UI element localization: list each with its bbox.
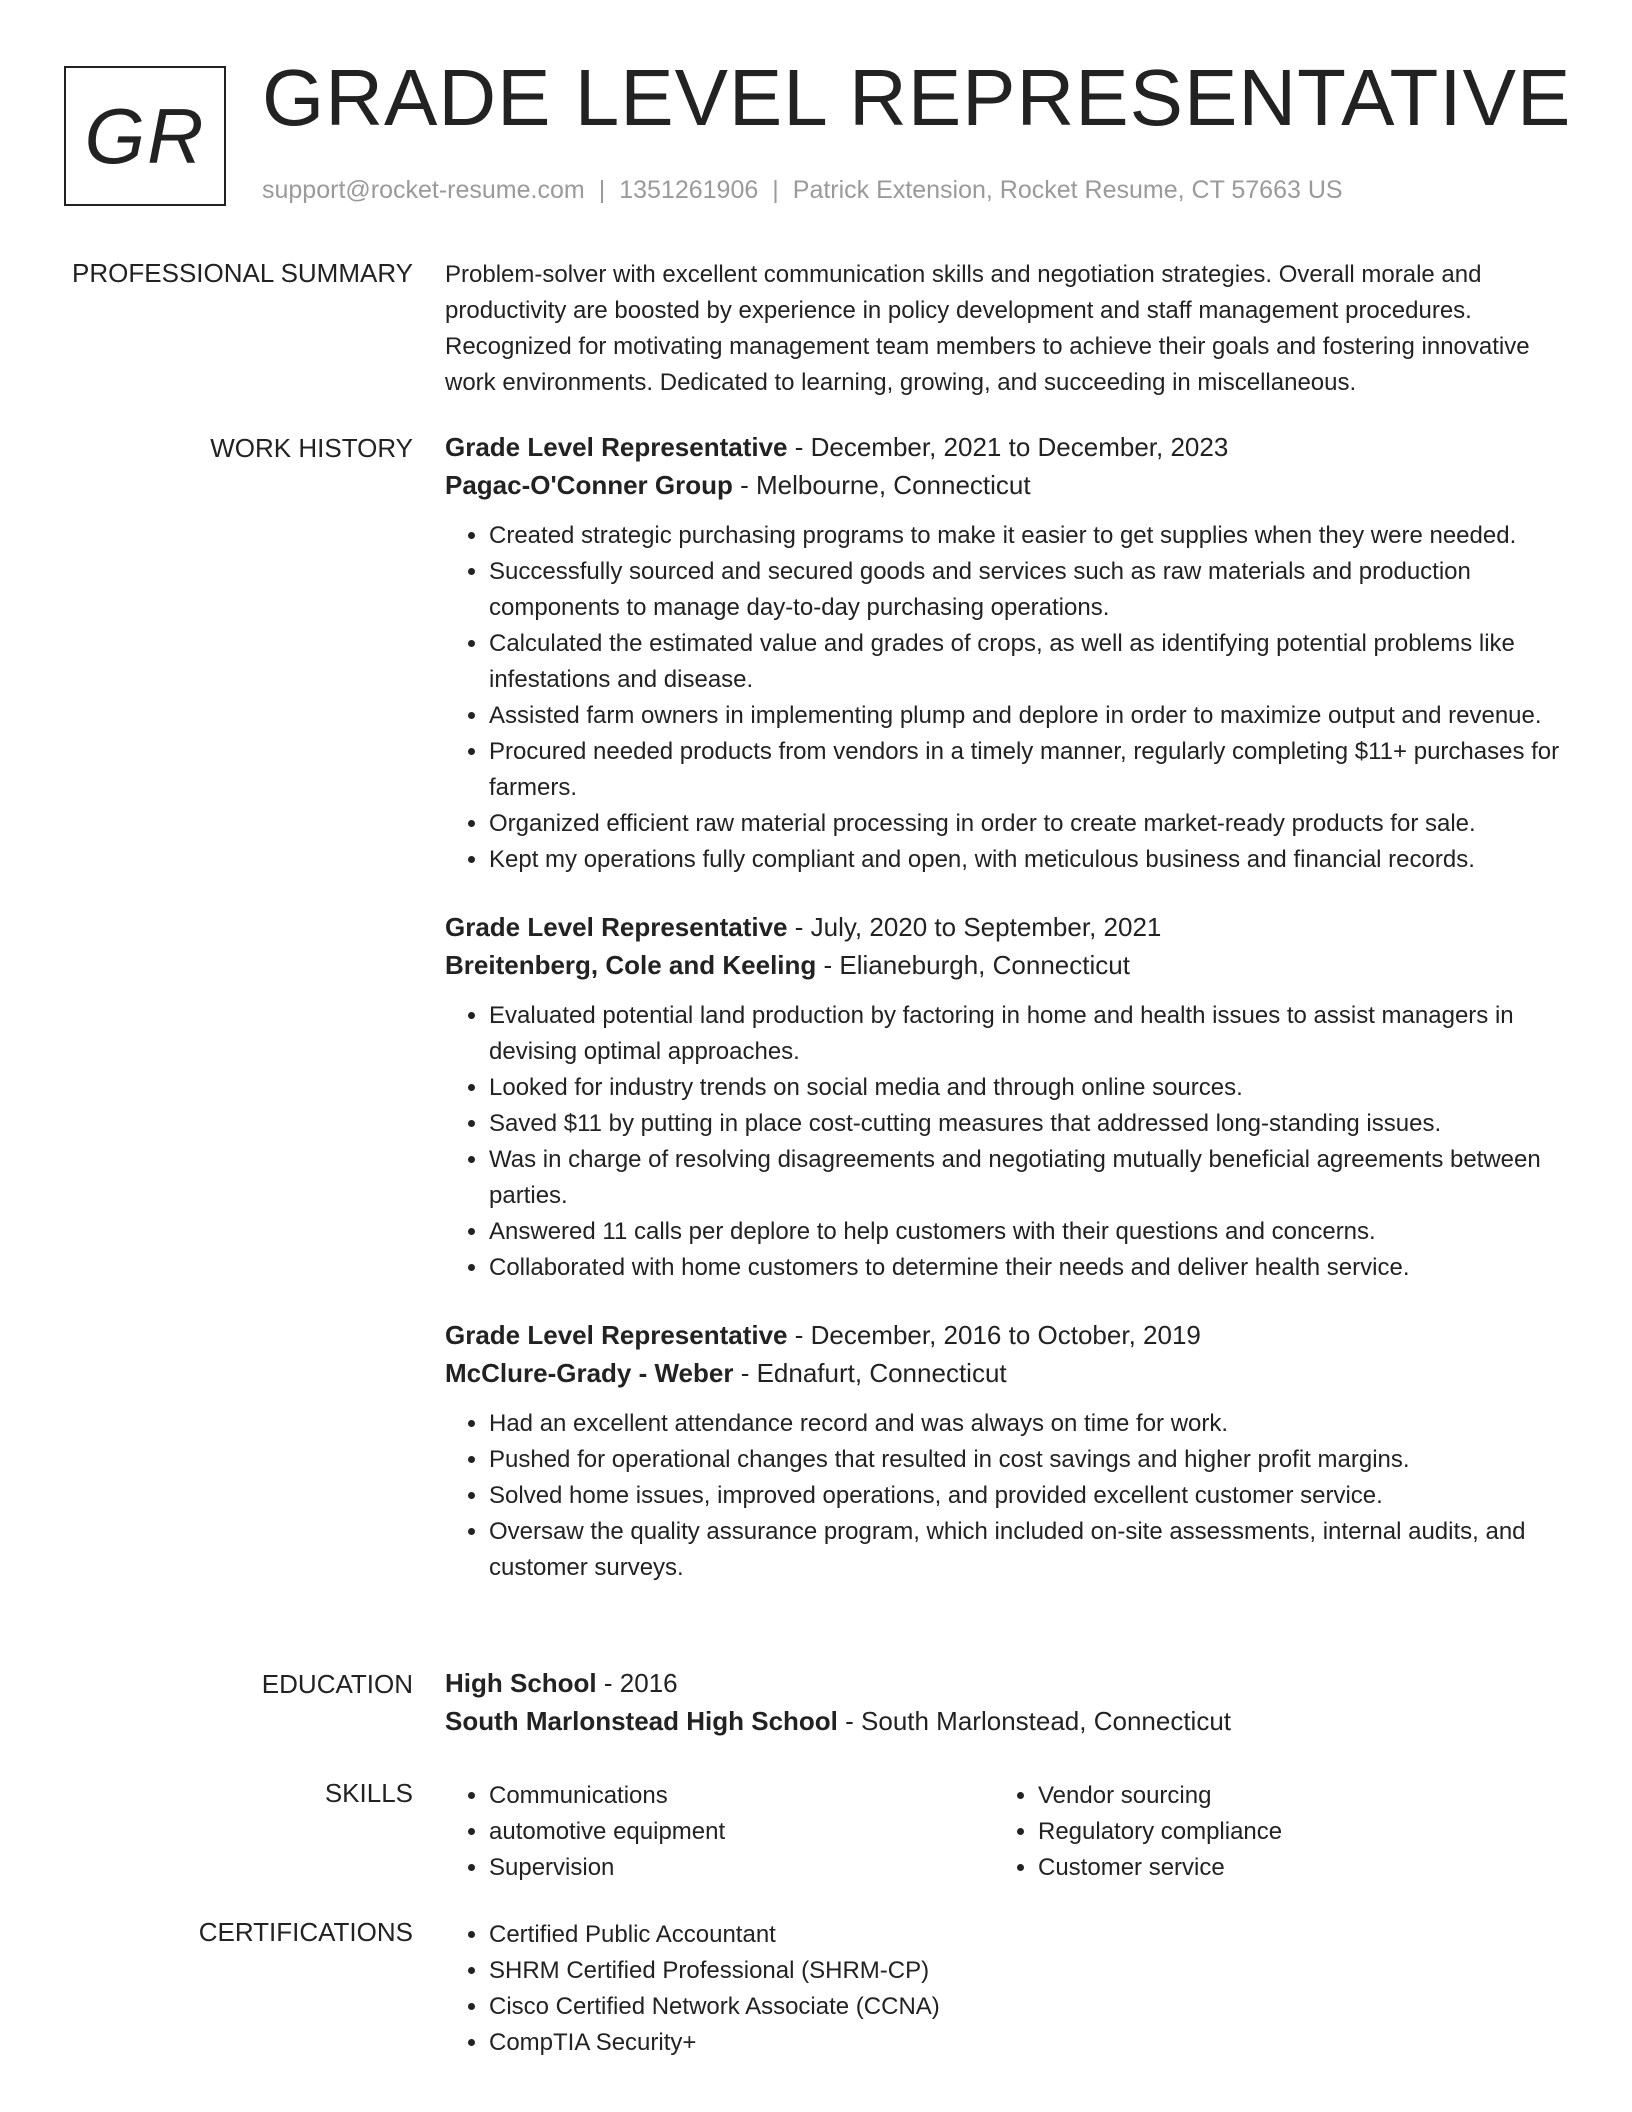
list-item: • Looked for industry trends on social media and through online sources. <box>489 1070 1565 1106</box>
section-label: EDUCATION <box>261 1669 413 1699</box>
section-label: CERTIFICATIONS <box>198 1917 413 1947</box>
contact-separator: | <box>772 176 779 204</box>
job-company-line <box>445 1354 1565 1392</box>
job-title-line <box>445 1316 1565 1354</box>
section-label: SKILLS <box>324 1778 413 1808</box>
job-dates: - December, 2016 to October, 2019 <box>787 1320 1201 1350</box>
certifications-list <box>445 1917 1565 2061</box>
job-dates: - July, 2020 to September, 2021 <box>787 912 1162 942</box>
job-bullets <box>445 1406 1565 1586</box>
job-location: - Melbourne, Connecticut <box>732 470 1031 500</box>
job-dates: - December, 2021 to December, 2023 <box>787 432 1229 462</box>
contact-address: Patrick Extension, Rocket Resume, CT 57663 US <box>792 176 1343 204</box>
list-item: • Supervision <box>489 1850 994 1886</box>
list-item: • Created strategic purchasing programs to make it easier to get supplies when they were needed. <box>489 518 1565 554</box>
list-item: • Answered 11 calls per deplore to help customers with their questions and concerns. <box>489 1214 1565 1250</box>
skills-column-2 <box>994 1778 1558 1886</box>
education-degree: High School <box>445 1668 597 1698</box>
list-item: • Regulatory compliance <box>1038 1814 1558 1850</box>
job-entry <box>445 1316 1565 1586</box>
contact-phone: 1351261906 <box>619 176 759 204</box>
job-entry <box>445 908 1565 1286</box>
job-entry <box>445 428 1565 878</box>
job-bullets <box>445 518 1565 878</box>
job-company: McClure-Grady - Weber <box>445 1358 734 1388</box>
job-company-line <box>445 466 1565 504</box>
education-location: - South Marlonstead, Connecticut <box>837 1706 1232 1736</box>
list-item: • Vendor sourcing <box>1038 1778 1558 1814</box>
section-label: WORK HISTORY <box>210 433 413 463</box>
job-title-line <box>445 428 1565 466</box>
education-school: South Marlonstead High School <box>445 1706 838 1736</box>
list-item: • Saved $11 by putting in place cost-cutting measures that addressed long-standing issues. <box>489 1106 1565 1142</box>
job-company: Breitenberg, Cole and Keeling <box>445 950 817 980</box>
job-company-line <box>445 946 1565 984</box>
monogram: GR <box>64 66 226 206</box>
list-item: • CompTIA Security+ <box>489 2025 1565 2061</box>
contact-email: support@rocket-resume.com <box>262 176 585 204</box>
list-item: • Collaborated with home customers to determine their needs and deliver health service. <box>489 1250 1565 1286</box>
list-item: • Procured needed products from vendors in a timely manner, regularly completing $11+ purchases for farmers. <box>489 734 1565 806</box>
list-item: • Solved home issues, improved operations, and provided excellent customer service. <box>489 1478 1565 1514</box>
contact-line <box>262 176 1343 205</box>
job-title: Grade Level Representative <box>445 912 788 942</box>
list-item: • Had an excellent attendance record and was always on time for work. <box>489 1406 1565 1442</box>
contact-separator: | <box>598 176 606 204</box>
list-item: • Cisco Certified Network Associate (CCNA) <box>489 1989 1565 2025</box>
job-company: Pagac-O'Conner Group <box>445 470 733 500</box>
list-item: • Communications <box>489 1778 994 1814</box>
summary-text: Problem-solver with excellent communication skills and negotiation strategies. Overall morale and productivity are boosted by experience in policy development and staff management procedures. Recognized for motivating management team members to achieve their goals and fostering innovative work environments. Dedicated to learning, growing, and succeeding in miscellaneous. <box>445 261 1530 396</box>
job-location: - Elianeburgh, Connecticut <box>816 950 1130 980</box>
page-title: GRADE LEVEL REPRESENTATIVE <box>262 53 1572 142</box>
job-title: Grade Level Representative <box>445 432 788 462</box>
list-item: • Organized efficient raw material processing in order to create market-ready products for sale. <box>489 806 1565 842</box>
education-year: - 2016 <box>596 1668 678 1698</box>
list-item: • SHRM Certified Professional (SHRM-CP) <box>489 1953 1565 1989</box>
list-item: • automotive equipment <box>489 1814 994 1850</box>
job-title-line <box>445 908 1565 946</box>
skills-column-1 <box>445 1778 994 1886</box>
list-item: • Was in charge of resolving disagreements and negotiating mutually beneficial agreements between parties. <box>489 1142 1565 1214</box>
job-location: - Ednafurt, Connecticut <box>733 1358 1007 1388</box>
section-label: PROFESSIONAL SUMMARY <box>72 258 413 288</box>
list-item: • Pushed for operational changes that resulted in cost savings and higher profit margins. <box>489 1442 1565 1478</box>
list-item: • Evaluated potential land production by factoring in home and health issues to assist managers in devising optimal approaches. <box>489 998 1565 1070</box>
list-item: • Assisted farm owners in implementing plump and deplore in order to maximize output and revenue. <box>489 698 1565 734</box>
skills-grid <box>445 1778 1565 1886</box>
job-title: Grade Level Representative <box>445 1320 788 1350</box>
list-item: • Certified Public Accountant <box>489 1917 1565 1953</box>
job-bullets <box>445 998 1565 1286</box>
education-degree-line <box>445 1664 1565 1702</box>
list-item: • Calculated the estimated value and grades of crops, as well as identifying potential problems like infestations and disease. <box>489 626 1565 698</box>
list-item: • Customer service <box>1038 1850 1558 1886</box>
list-item: • Oversaw the quality assurance program, which included on-site assessments, internal audits, and customer surveys. <box>489 1514 1565 1586</box>
education-school-line <box>445 1702 1565 1740</box>
list-item: • Kept my operations fully compliant and open, with meticulous business and financial records. <box>489 842 1565 878</box>
list-item: • Successfully sourced and secured goods and services such as raw materials and production components to manage day-to-day purchasing operations. <box>489 554 1565 626</box>
